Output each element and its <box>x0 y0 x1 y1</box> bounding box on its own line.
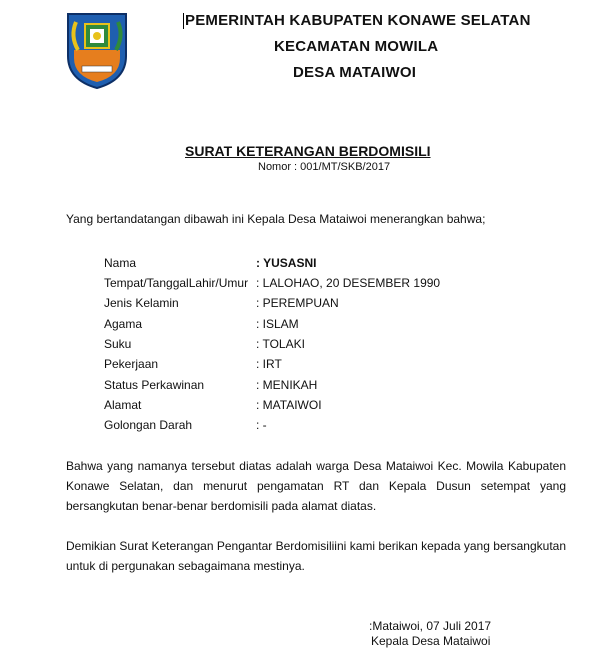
field-value: : LALOHAO, 20 DESEMBER 1990 <box>256 276 441 290</box>
header-government-line: PEMERINTAH KABUPATEN KONAWE SELATAN <box>185 12 531 29</box>
field-value: : PEREMPUAN <box>256 296 339 310</box>
field-label: Golongan Darah <box>104 418 193 432</box>
field-value: : - <box>256 418 267 432</box>
field-label: Jenis Kelamin <box>104 296 179 310</box>
field-value: : TOLAKI <box>256 337 305 351</box>
field-label: Nama <box>104 256 137 270</box>
header-village-line: DESA MATAIWOI <box>293 64 417 81</box>
signatory-title: Kepala Desa Mataiwoi <box>371 634 491 648</box>
statement-line: Konawe Selatan, dan menurut pengamatan RT dan Kepala Dusun setempat yang <box>66 479 566 493</box>
field-label: Suku <box>104 337 132 351</box>
closing-line: untuk di pergunakan sebagaimana mestinya. <box>66 559 305 573</box>
letter-title: SURAT KETERANGAN BERDOMISILI <box>185 143 431 159</box>
field-value: : YUSASNI <box>256 256 317 270</box>
statement-line: Bahwa yang namanya tersebut diatas adalah warga Desa Mataiwoi Kec. Mowila Kabupaten <box>66 459 566 473</box>
closing-paragraph <box>66 536 566 576</box>
header-district-line: KECAMATAN MOWILA <box>274 38 439 55</box>
field-value: : IRT <box>256 357 282 371</box>
field-value: : MATAIWOI <box>256 398 322 412</box>
statement-line: bersangkutan benar-benar berdomisili pada alamat diatas. <box>66 499 377 513</box>
field-label: Pekerjaan <box>104 357 159 371</box>
place-date: :Mataiwoi, 07 Juli 2017 <box>369 619 492 633</box>
field-label: Agama <box>104 317 143 331</box>
closing-line: Demikian Surat Keterangan Pengantar Berdomisiliini kami berikan kepada yang bersangkutan <box>66 539 566 553</box>
statement-paragraph <box>66 456 566 516</box>
field-label: Status Perkawinan <box>104 378 205 392</box>
regency-crest-icon <box>64 10 130 90</box>
field-value: : MENIKAH <box>256 378 318 392</box>
intro-text: Yang bertandatangan dibawah ini Kepala Desa Mataiwoi menerangkan bahwa; <box>66 212 486 226</box>
text-cursor <box>183 13 184 29</box>
field-value: : ISLAM <box>256 317 299 331</box>
letter-number: Nomor : 001/MT/SKB/2017 <box>258 161 391 173</box>
field-label: Alamat <box>104 398 142 412</box>
field-label: Tempat/TanggalLahir/Umur <box>104 276 249 290</box>
